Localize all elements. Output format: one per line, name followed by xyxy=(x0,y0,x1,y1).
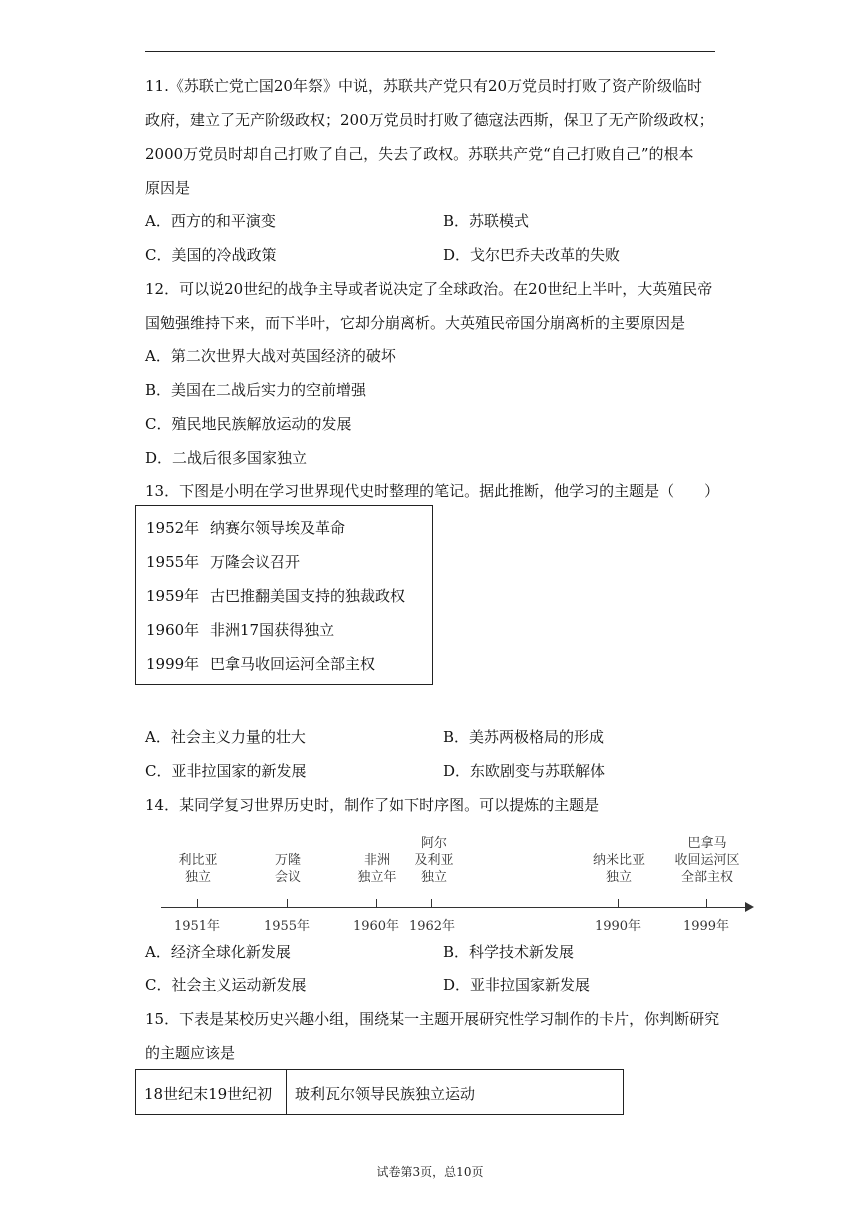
q12-option-a: A．第二次世界大战对英国经济的破坏 xyxy=(145,347,396,365)
timeline-tick xyxy=(287,899,288,908)
timeline-tick xyxy=(618,899,619,908)
timeline-label-line: 收回运河区 xyxy=(674,853,740,868)
note-year: 1952年 xyxy=(146,519,200,537)
timeline-event-label xyxy=(414,835,453,886)
table-cell-event xyxy=(287,1070,623,1114)
timeline-event-label xyxy=(178,852,217,886)
note-row xyxy=(146,552,300,572)
q14-option-a: A．经济全球化新发展 xyxy=(145,943,291,961)
note-row xyxy=(146,620,334,640)
timeline-event-label xyxy=(357,852,396,886)
timeline-label-line: 独立 xyxy=(184,870,212,885)
q11-line-3: 2000万党员时却自己打败了自己，失去了政权。苏联共产党“自己打败自己”的根本 xyxy=(145,145,694,163)
q12-option-c: C．殖民地民族解放运动的发展 xyxy=(145,415,352,433)
timeline-year: 1955年 xyxy=(263,919,311,934)
q11-line-2: 政府，建立了无产阶级政权；200万党员时打败了德寇法西斯，保卫了无产阶级政权； xyxy=(145,111,714,129)
note-event: 万隆会议召开 xyxy=(210,553,301,571)
q15-line-1: 15．下表是某校历史兴趣小组，围绕某一主题开展研究性学习制作的卡片，你判断研究 xyxy=(145,1010,720,1028)
note-year: 1960年 xyxy=(146,621,200,639)
note-row xyxy=(146,518,345,538)
note-event: 巴拿马收回运河全部主权 xyxy=(210,655,376,673)
q11-line-1: 11.《苏联亡党亡国20年祭》中说，苏联共产党只有20万党员时打败了资产阶级临时 xyxy=(145,77,703,95)
header-rule xyxy=(145,51,715,52)
q12-option-b: B．美国在二战后实力的空前增强 xyxy=(145,381,367,399)
q15-line-2: 的主题应该是 xyxy=(145,1044,236,1062)
q13-option-d: D．东欧剧变与苏联解体 xyxy=(443,762,606,780)
timeline-arrow xyxy=(745,902,754,912)
timeline-year: 1962年 xyxy=(408,919,456,934)
timeline-label-line: 巴拿马 xyxy=(687,836,727,851)
q14-stem: 14．某同学复习世界历史时，制作了如下时序图。可以提炼的主题是 xyxy=(145,796,600,814)
note-row xyxy=(146,654,375,674)
timeline-label-line: 万隆 xyxy=(274,853,302,868)
q11-line-4: 原因是 xyxy=(145,179,191,197)
timeline-label-line: 阿尔 xyxy=(420,836,448,851)
note-year: 1955年 xyxy=(146,553,200,571)
note-year: 1959年 xyxy=(146,587,200,605)
q11-option-d: D．戈尔巴乔夫改革的失败 xyxy=(443,246,621,264)
note-row xyxy=(146,586,405,606)
q12-line-2: 国勉强维持下来，而下半叶，它却分崩离析。大英殖民帝国分崩离析的主要原因是 xyxy=(145,314,686,332)
timeline-axis xyxy=(161,907,749,908)
q12-option-d: D．二战后很多国家独立 xyxy=(145,449,308,467)
q14-option-d: D．亚非拉国家新发展 xyxy=(443,976,591,994)
timeline-label-line: 非洲 xyxy=(363,853,391,868)
q11-option-a: A．西方的和平演变 xyxy=(145,212,276,230)
q12-line-1: 12．可以说20世纪的战争主导或者说决定了全球政治。在20世纪上半叶，大英殖民帝 xyxy=(145,280,713,298)
timeline-label-line: 全部主权 xyxy=(680,870,734,885)
timeline-year: 1951年 xyxy=(173,919,221,934)
timeline-label-line: 独立 xyxy=(605,870,633,885)
note-event: 非洲17国获得独立 xyxy=(210,621,335,639)
q13-option-c: C．亚非拉国家的新发展 xyxy=(145,762,307,780)
q13-notes-box xyxy=(135,505,433,685)
q11-option-b: B．苏联模式 xyxy=(443,212,530,230)
q13-option-b: B．美苏两极格局的形成 xyxy=(443,728,605,746)
q14-option-b: B．科学技术新发展 xyxy=(443,943,575,961)
q14-timeline xyxy=(155,830,760,940)
timeline-label-line: 独立年 xyxy=(357,870,397,885)
timeline-tick xyxy=(706,899,707,908)
timeline-event-label xyxy=(275,852,301,886)
timeline-year: 1990年 xyxy=(594,919,642,934)
timeline-year: 1960年 xyxy=(352,919,400,934)
timeline-label-line: 独立 xyxy=(420,870,448,885)
timeline-label-line: 及利亚 xyxy=(414,853,454,868)
timeline-label-line: 会议 xyxy=(274,870,302,885)
table-cell-period xyxy=(136,1070,287,1114)
event-text: 玻利瓦尔领导民族独立运动 xyxy=(295,1085,476,1103)
q14-option-c: C．社会主义运动新发展 xyxy=(145,976,307,994)
timeline-label-line: 纳米比亚 xyxy=(592,853,646,868)
note-year: 1999年 xyxy=(146,655,200,673)
timeline-event-label xyxy=(674,835,739,886)
q13-option-a: A．社会主义力量的壮大 xyxy=(145,728,306,746)
timeline-tick xyxy=(376,899,377,908)
timeline-tick xyxy=(197,899,198,908)
period-text: 18世纪末19世纪初 xyxy=(144,1085,273,1103)
note-event: 纳赛尔领导埃及革命 xyxy=(210,519,346,537)
page-footer: 试卷第3页，总10页 xyxy=(376,1165,484,1179)
timeline-label-line: 利比亚 xyxy=(178,853,218,868)
q11-option-c: C．美国的冷战政策 xyxy=(145,246,277,264)
timeline-tick xyxy=(431,899,432,908)
q13-stem: 13．下图是小明在学习世界现代史时整理的笔记。据此推断，他学习的主题是（ ） xyxy=(145,482,720,500)
q15-card-table xyxy=(135,1069,624,1115)
timeline-year: 1999年 xyxy=(682,919,730,934)
timeline-event-label xyxy=(593,852,645,886)
note-event: 古巴推翻美国支持的独裁政权 xyxy=(210,587,406,605)
